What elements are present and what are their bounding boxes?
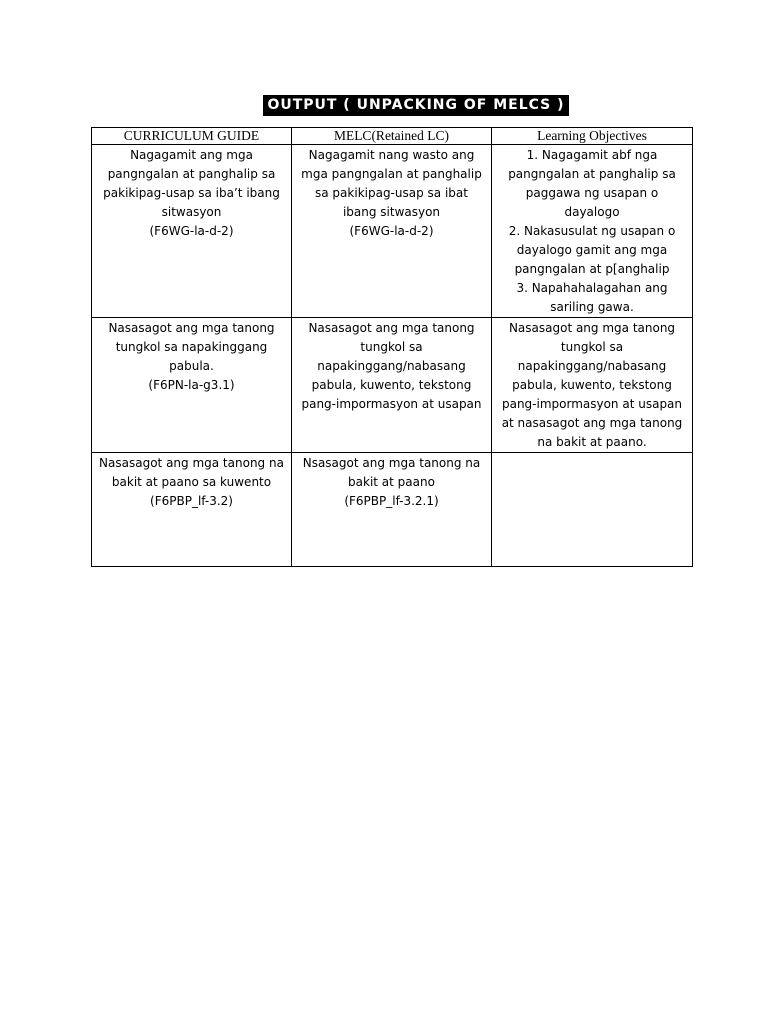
cell-text-line: Nagagamit nang wasto ang xyxy=(308,148,475,162)
cell-text-line: at nasasagot ang mga tanong xyxy=(501,416,683,430)
cell-text-line: pangngalan at p[anghalip xyxy=(514,262,670,276)
cell-text-line: pakikipag-usap sa iba’t ibang xyxy=(103,186,280,200)
cell-text-line: pabula. xyxy=(169,359,214,373)
melc-table xyxy=(91,127,693,567)
cell-text-line: Nasasagot ang mga tanong na xyxy=(99,456,284,470)
cell-text-line: tungkol sa xyxy=(560,340,624,354)
cell-text-line: Nagagamit ang mga xyxy=(130,148,253,162)
table-row xyxy=(92,453,693,567)
cell-text-line: napakinggang/nabasang xyxy=(517,359,667,373)
header-curriculum-guide: CURRICULUM GUIDE xyxy=(92,128,292,145)
cell-text-line: pabula, kuwento, tekstong xyxy=(311,378,472,392)
table-cell xyxy=(492,145,693,318)
cell-text-line: pabula, kuwento, tekstong xyxy=(512,378,672,392)
table-cell xyxy=(292,145,492,318)
table-row xyxy=(92,318,693,453)
cell-text-line: (F6PBP_lf-3.2.1) xyxy=(344,494,439,508)
cell-text-line: mga pangngalan at panghalip xyxy=(301,167,482,181)
header-melc: MELC(Retained LC) xyxy=(292,128,492,145)
header-row xyxy=(92,128,693,145)
table-cell xyxy=(492,453,693,567)
cell-text-line: 3. Napahahalagahan ang xyxy=(516,281,668,295)
table-row xyxy=(92,145,693,318)
cell-text-line: sa pakikipag-usap sa ibat xyxy=(315,186,468,200)
cell-text-line: tungkol sa xyxy=(360,340,423,354)
document-title: OUTPUT ( UNPACKING OF MELCS ) xyxy=(263,95,568,116)
header-learning-objectives: Learning Objectives xyxy=(492,128,693,145)
cell-text-line: pang-impormasyon at usapan xyxy=(301,397,482,411)
cell-text-line: bakit at paano xyxy=(348,475,435,489)
cell-text-line: sitwasyon xyxy=(161,205,222,219)
cell-text-line: pangngalan at panghalip sa xyxy=(508,167,676,181)
table-cell xyxy=(292,453,492,567)
cell-text-line: ibang sitwasyon xyxy=(342,205,441,219)
cell-text-line: dayalogo xyxy=(564,205,620,219)
cell-text-line: (F6WG-la-d-2) xyxy=(349,224,434,238)
cell-text-line: tungkol sa napakinggang xyxy=(115,340,268,354)
cell-text-line: dayalogo gamit ang mga xyxy=(516,243,668,257)
cell-text-line: pang-impormasyon at usapan xyxy=(501,397,683,411)
cell-text-line: napakinggang/nabasang xyxy=(317,359,466,373)
cell-text-line: 2. Nakasusulat ng usapan o xyxy=(508,224,676,238)
cell-text-line: pangngalan at panghalip sa xyxy=(107,167,276,181)
cell-text-line: bakit at paano sa kuwento xyxy=(111,475,272,489)
cell-text-line: sariling gawa. xyxy=(550,300,634,314)
table-cell xyxy=(92,145,292,318)
table-cell xyxy=(92,318,292,453)
cell-text-line: Nasasagot ang mga tanong xyxy=(108,321,275,335)
table-cell xyxy=(492,318,693,453)
cell-text-line: na bakit at paano. xyxy=(537,435,647,449)
cell-text-line: (F6PN-la-g3.1) xyxy=(148,378,235,392)
cell-text-line: 1. Nagagamit abf nga xyxy=(526,148,658,162)
table-cell xyxy=(92,453,292,567)
cell-text-line: Nsasagot ang mga tanong na xyxy=(302,456,481,470)
cell-text-line: (F6WG-la-d-2) xyxy=(149,224,234,238)
table-cell xyxy=(292,318,492,453)
cell-text-line: paggawa ng usapan o xyxy=(525,186,659,200)
cell-text-line: Nasasagot ang mga tanong xyxy=(308,321,475,335)
cell-text-line: Nasasagot ang mga tanong xyxy=(508,321,676,335)
cell-text-line: (F6PBP_lf-3.2) xyxy=(150,494,233,508)
title-container xyxy=(0,95,768,116)
